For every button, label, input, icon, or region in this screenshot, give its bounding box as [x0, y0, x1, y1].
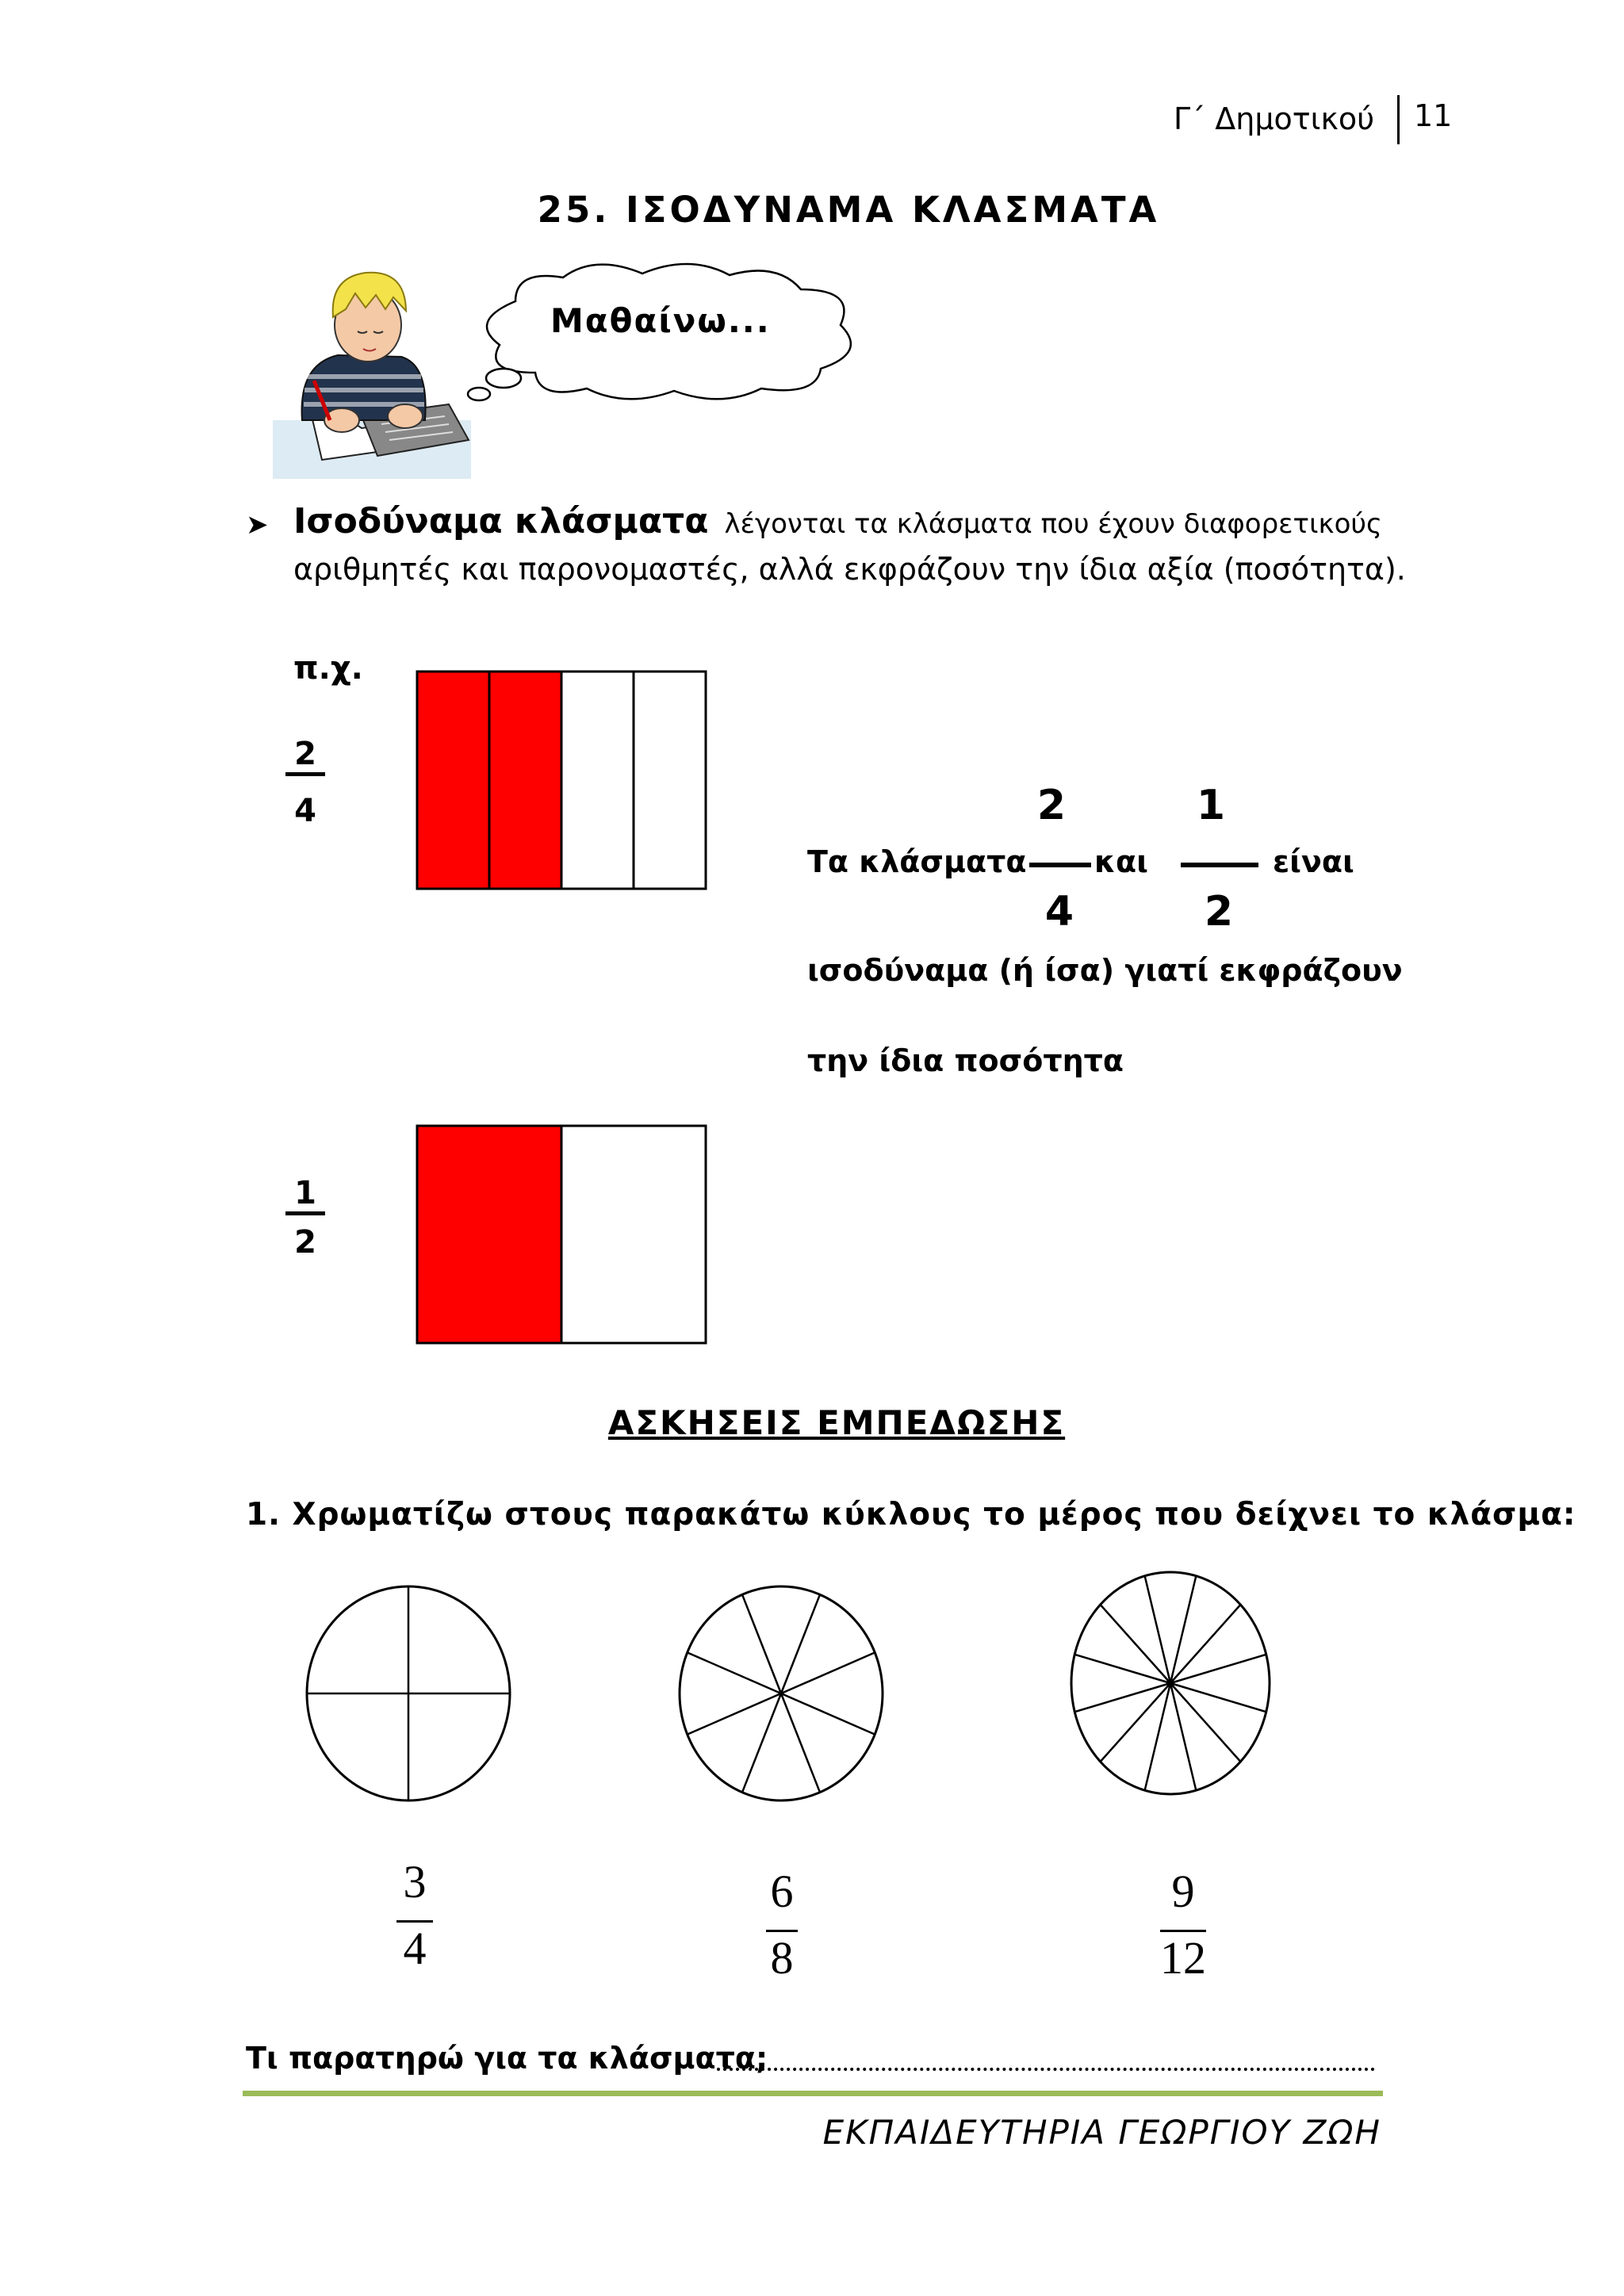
fraction-b-denominator: 2 — [294, 1224, 316, 1261]
footer-rule — [243, 2091, 1383, 2096]
bubble-text: Μαθαίνω... — [550, 301, 771, 340]
explain-are: είναι — [1273, 844, 1354, 879]
explain-frac2-bar — [1181, 863, 1258, 867]
definition-term: Ισοδύναμα κλάσματα — [293, 501, 709, 541]
explain-line3: την ίδια ποσότητα — [807, 1043, 1124, 1078]
fraction-b-numerator: 1 — [294, 1175, 316, 1211]
observation-question: Τι παρατηρώ για τα κλάσματα; — [246, 2041, 768, 2076]
fraction-a-denominator: 4 — [294, 793, 316, 829]
exercise-1-instruction: 1. Χρωματίζω στους παρακάτω κύκλους το μέρος που δείχνει το κλάσμα: — [246, 1497, 1576, 1533]
footer-author: ΕΚΠΑΙΔΕΥΤΗΡΙΑ ΓΕΩΡΓΙΟΥ ΖΩΗ — [822, 2113, 1381, 2152]
explain-frac2-den: 2 — [1204, 888, 1234, 936]
definition-line1 — [293, 501, 1382, 541]
target-fraction-2-num: 6 — [770, 1866, 794, 1917]
fraction-a-bar — [285, 772, 325, 776]
header-grade: Γ΄ Δημοτικού — [1174, 101, 1375, 136]
target-fraction-1-den: 4 — [403, 1923, 427, 1974]
explain-frac1-bar — [1029, 863, 1091, 867]
circle-eighths[interactable] — [676, 1582, 887, 1804]
target-fraction-3-den: 12 — [1160, 1932, 1206, 1984]
circle-quarters[interactable] — [303, 1582, 514, 1804]
bar-two-quarters — [416, 670, 709, 892]
exercises-heading: ΑΣΚΗΣΕΙΣ ΕΜΠΕΔΩΣΗΣ — [607, 1403, 1066, 1442]
header-divider — [1397, 95, 1400, 144]
target-fraction-2-den: 8 — [770, 1932, 794, 1984]
definition-text: λέγονται τα κλάσματα που έχουν διαφορετικούς — [724, 508, 1382, 540]
explain-and: και — [1094, 844, 1148, 879]
bar-one-half — [416, 1124, 709, 1346]
page-number: 11 — [1414, 98, 1453, 133]
fraction-a-numerator: 2 — [294, 736, 316, 772]
page-title: 25. ΙΣΟΔΥΝΑΜΑ ΚΛΑΣΜΑΤΑ — [537, 189, 1160, 231]
example-label: π.χ. — [293, 650, 363, 687]
explain-frac1-num: 2 — [1036, 782, 1067, 829]
explain-prefix: Τα κλάσματα — [807, 844, 1027, 879]
circle-twelfths[interactable] — [1067, 1568, 1274, 1798]
explain-frac1-den: 4 — [1044, 888, 1074, 936]
arrow-bullet-icon: ➤ — [246, 509, 269, 541]
fraction-b-bar — [285, 1211, 325, 1215]
explain-frac2-num: 1 — [1196, 782, 1226, 829]
target-fraction-1-num: 3 — [403, 1856, 427, 1908]
answer-line[interactable] — [717, 2052, 1375, 2071]
boy-studying-illustration — [266, 262, 481, 482]
target-fraction-3-num: 9 — [1171, 1866, 1195, 1917]
explain-line2: ισοδύναμα (ή ίσα) γιατί εκφράζουν — [807, 953, 1403, 988]
definition-line2: αριθμητές και παρονομαστές, αλλά εκφράζουν την ίδια αξία (ποσότητα). — [293, 552, 1406, 587]
